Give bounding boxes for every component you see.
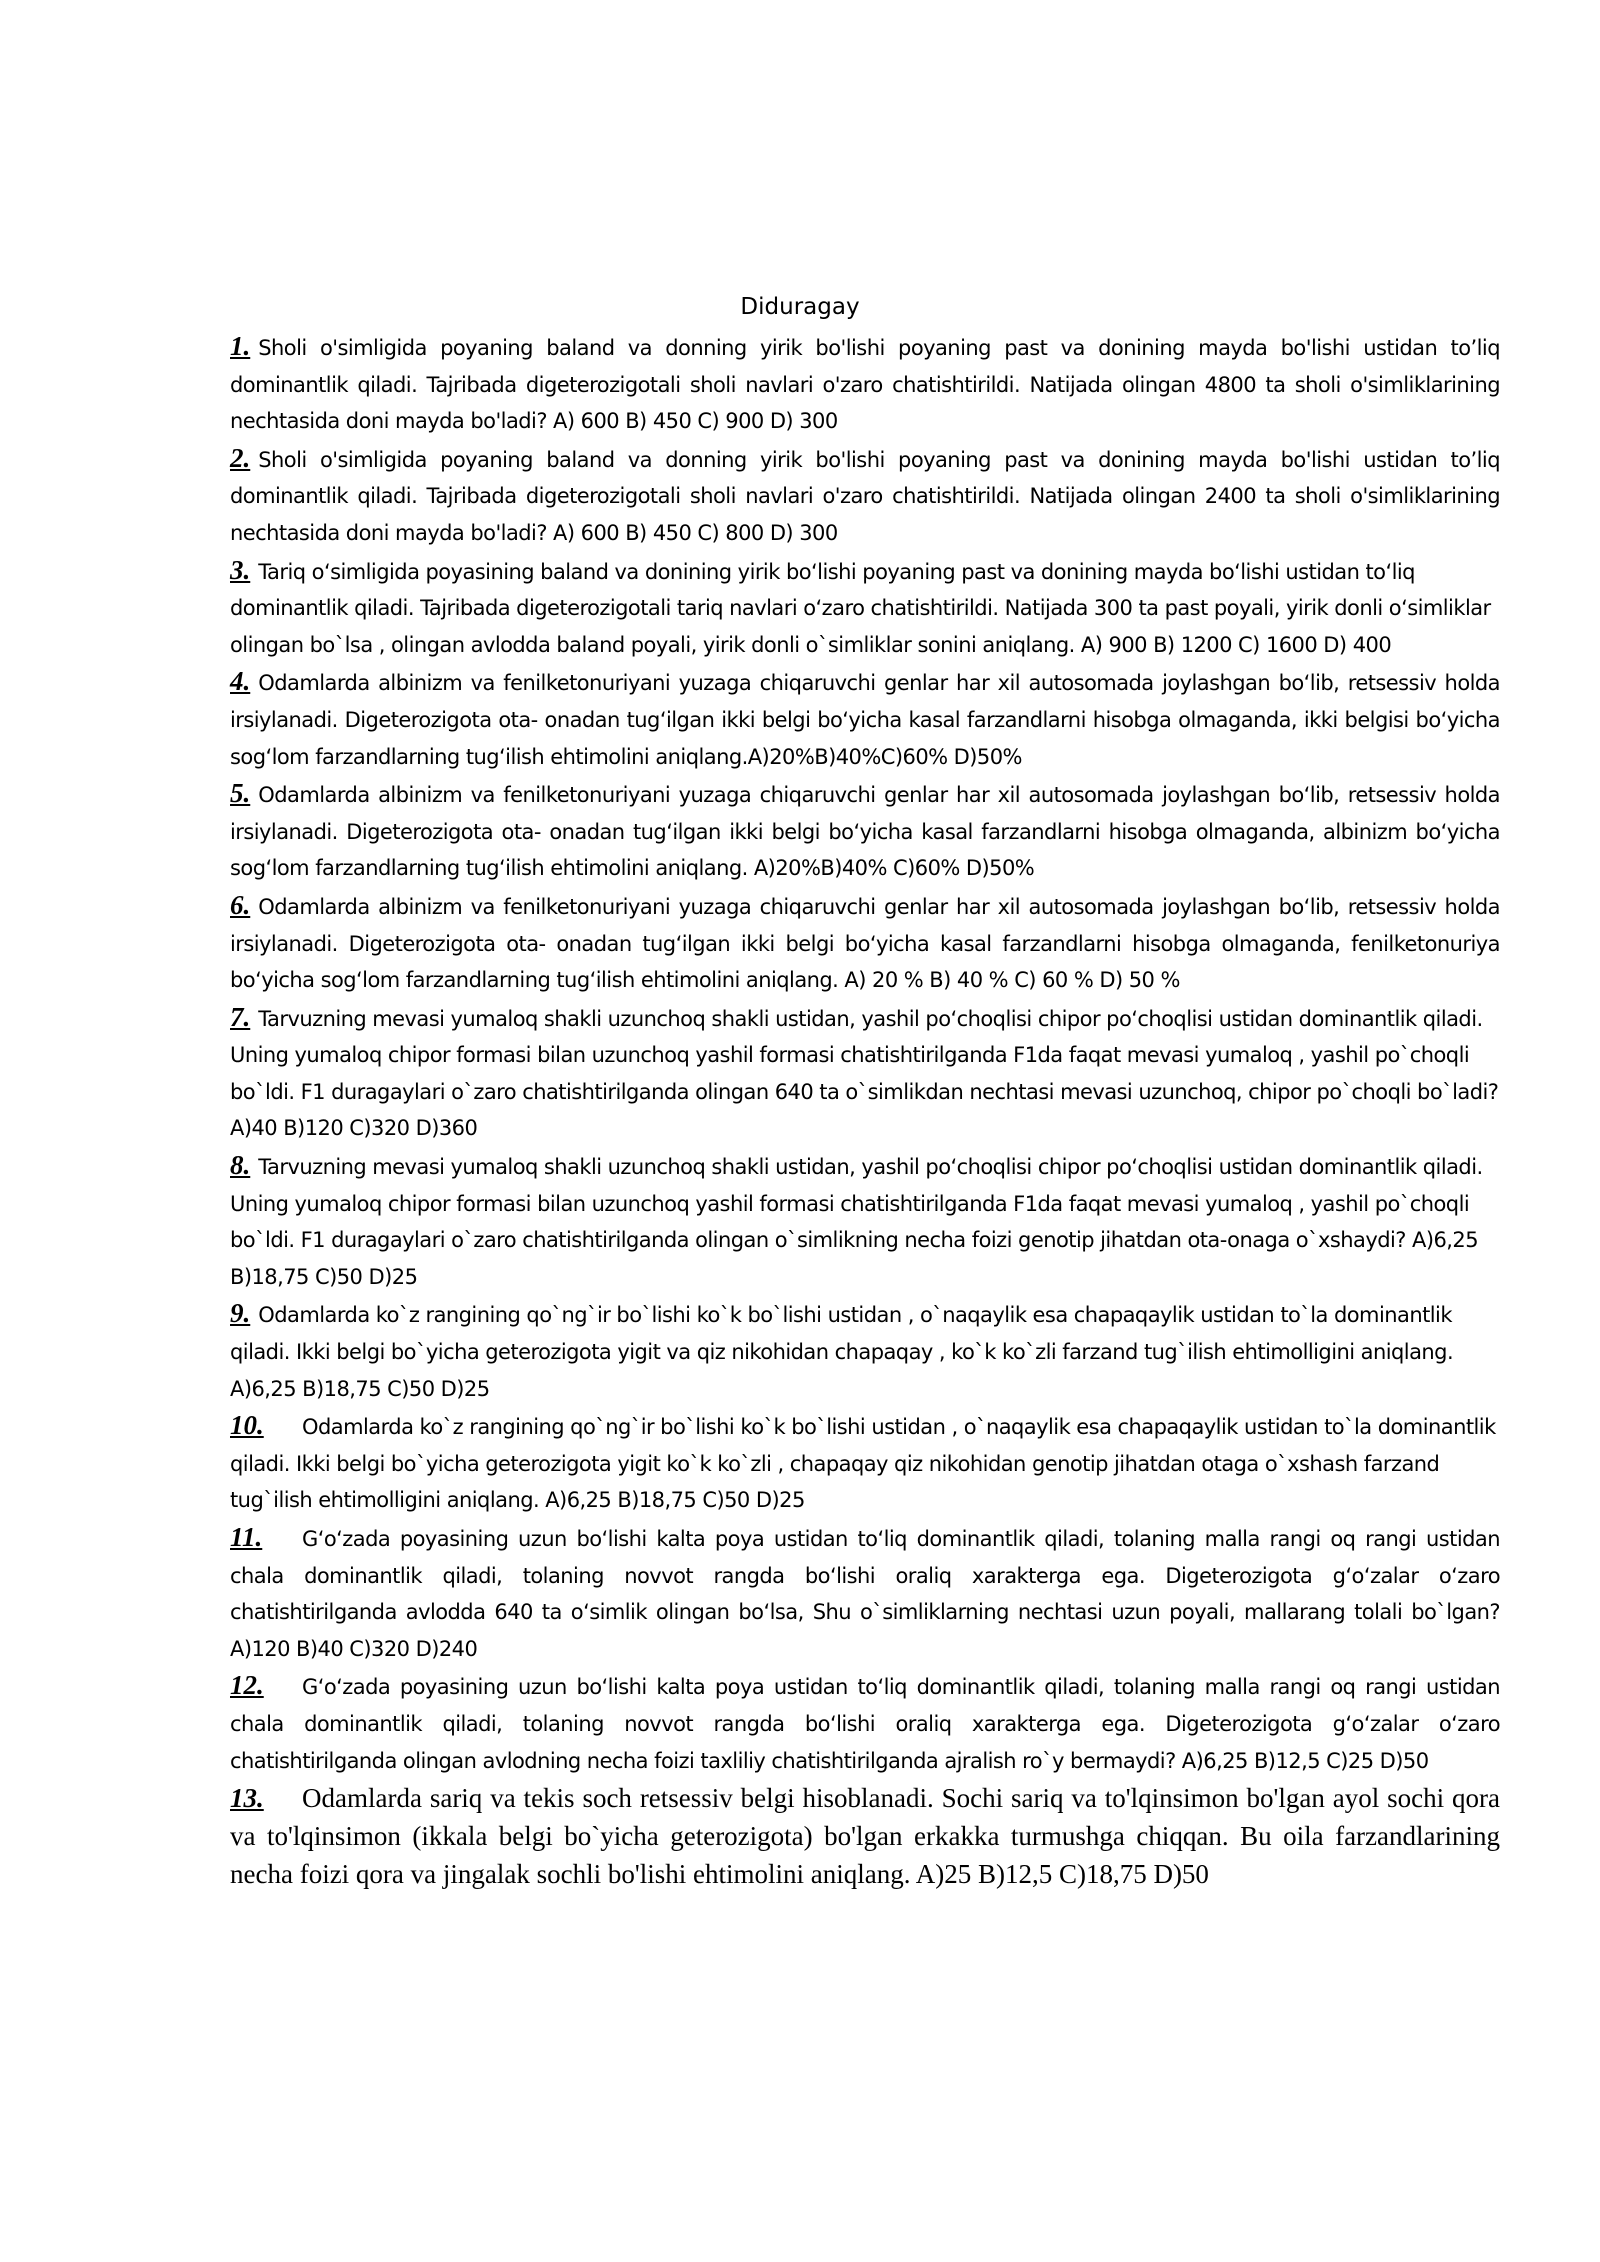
question-number: 4.: [230, 666, 251, 697]
page-title: Diduragay: [740, 294, 860, 320]
question-2: [230, 440, 1500, 552]
question-number: 8.: [230, 1150, 251, 1181]
question-list: [230, 328, 1500, 1893]
question-6: [230, 887, 1500, 999]
question-4: [230, 663, 1500, 775]
question-text: Odamlarda ko`z rangining qo`ng`ir bo`lishi ko`k bo`lishi ustidan , o`naqaylik esa chapaqaylik ustidan to`la dominantlik qiladi. Ikki belgi bo`yicha geterozigota yigit ko`k ko`zli , chapaqay qiz nikohidan genotip jihatdan otaga o`xshash farzand tug`ilish ehtimolligini aniqlang. A)6,25 B)18,75 C)50 D)25: [230, 1415, 1496, 1513]
question-number: 6.: [230, 889, 251, 920]
question-10: [230, 1407, 1500, 1519]
question-text: Tarvuzning mevasi yumaloq shakli uzunchoq shakli ustidan, yashil po‘choqlisi chipor po‘choqlisi ustidan dominantlik qiladi. Uning yumaloq chipor formasi bilan uzunchoq yashil formasi chatishtirilganda F1da faqat mevasi yumaloq , yashil po`choqli bo`ldi. F1 duragaylari o`zaro chatishtirilganda olingan 640 ta o`simlikdan nechtasi mevasi uzunchoq, chipor po`choqli bo`ladi? A)40 B)120 C)320 D)360: [230, 1006, 1499, 1141]
question-number: 9.: [230, 1298, 251, 1329]
question-11: [230, 1519, 1500, 1667]
question-text: Odamlarda ko`z rangining qo`ng`ir bo`lishi ko`k bo`lishi ustidan , o`naqaylik esa chapaqaylik ustidan to`la dominantlik qiladi. Ikki belgi bo`yicha geterozigota yigit va qiz nikohidan chapaqay , ko`k ko`zli farzand tug`ilish ehtimolligini aniqlang. A)6,25 B)18,75 C)50 D)25: [230, 1303, 1454, 1401]
question-text: Odamlarda albinizm va fenilketonuriyani yuzaga chiqaruvchi genlar har xil autosomada joylashgan bo‘lib, retsessiv holda irsiylanadi. Digeterozigota ota- onadan tug‘ilgan ikki belgi bo‘yicha kasal farzandlarni hisobga olmaganda, fenilketonuriya bo‘yicha sog‘lom farzandlarning tug‘ilish ehtimolini aniqlang. A) 20 % B) 40 % C) 60 % D) 50 %: [230, 894, 1500, 993]
question-text: Odamlarda albinizm va fenilketonuriyani yuzaga chiqaruvchi genlar har xil autosomada joylashgan bo‘lib, retsessiv holda irsiylanadi. Digeterozigota ota- onadan tug‘ilgan ikki belgi bo‘yicha kasal farzandlarni hisobga olmaganda, ikki belgisi bo‘yicha sog‘lom farzandlarning tug‘ilish ehtimolini aniqlang.A)20%B)40%C)60% D)50%: [230, 671, 1500, 769]
question-text: Sholi o'simligida poyaning baland va donning yirik bo'lishi poyaning past va donining mayda bo'lishi ustidan to’liq dominantlik qiladi. Tajribada digeterozigotali sholi navlari o'zaro chatishtirildi. Natijada olingan 2400 ta sholi o'simliklarining nechtasida doni mayda bo'ladi? A) 600 B) 450 C) 800 D) 300: [230, 447, 1500, 545]
question-1: [230, 328, 1500, 440]
question-7: [230, 999, 1500, 1147]
question-text: Odamlarda albinizm va fenilketonuriyani yuzaga chiqaruvchi genlar har xil autosomada joylashgan bo‘lib, retsessiv holda irsiylanadi. Digeterozigota ota- onadan tug‘ilgan ikki belgi bo‘yicha kasal farzandlarni hisobga olmaganda, albinizm bo‘yicha sog‘lom farzandlarning tug‘ilish ehtimolini aniqlang. A)20%B)40% C)60% D)50%: [230, 783, 1500, 881]
question-number: 13.: [230, 1783, 264, 1814]
question-text: G‘o‘zada poyasining uzun bo‘lishi kalta poya ustidan to‘liq dominantlik qiladi, tolaning malla rangi oq rangi ustidan chala dominantlik qiladi, tolaning novvot rangda bo‘lishi oraliq xarakterga ega. Digeterozigota g‘o‘zalar o‘zaro chatishtirilganda olingan avlodning necha foizi taxliliy chatishtirilganda ajralish ro`y bermaydi? A)6,25 B)12,5 C)25 D)50: [230, 1675, 1500, 1773]
question-number: 10.: [230, 1410, 264, 1441]
question-12: [230, 1667, 1500, 1779]
question-number: 11.: [230, 1522, 263, 1552]
question-number: 12.: [230, 1670, 264, 1701]
question-text: Tariq o‘simligida poyasining baland va donining yirik bo‘lishi poyaning past va donining mayda bo‘lishi ustidan to‘liq dominantlik qiladi. Tajribada digeterozigotali tariq navlari o‘zaro chatishtirildi. Natijada 300 ta past poyali, yirik donli o‘simliklar olingan bo`lsa , olingan avlodda baland poyali, yirik donli o`simliklar sonini aniqlang. A) 900 B) 1200 C) 1600 D) 400: [230, 559, 1491, 657]
question-3: [230, 552, 1500, 664]
question-9: [230, 1295, 1500, 1407]
question-5: [230, 775, 1500, 887]
question-8: [230, 1147, 1500, 1295]
question-number: 5.: [230, 778, 251, 809]
question-text: G‘o‘zada poyasining uzun bo‘lishi kalta poya ustidan to‘liq dominantlik qiladi, tolaning malla rangi oq rangi ustidan chala dominantlik qiladi, tolaning novvot rangda bo‘lishi oraliq xarakterga ega. Digeterozigota g‘o‘zalar o‘zaro chatishtirilganda avlodda 640 ta o‘simlik olingan bo‘lsa, Shu o`simliklarning nechtasi uzun poyali, mallarang tolali bo`lgan? A)120 B)40 C)320 D)240: [230, 1527, 1500, 1661]
question-number: 7.: [230, 1001, 251, 1032]
question-number: 2.: [230, 442, 251, 473]
question-text: Odamlarda sariq va tekis soch retsessiv belgi hisoblanadi. Sochi sariq va to'lqinsimon bo'lgan ayol sochi qora va to'lqinsimon (ikkala belgi bo`yicha geterozigota) bo'lgan erkakka turmushga chiqqan. Bu oila farzandlarining necha foizi qora va jingalak sochli bo'lishi ehtimolini aniqlang. A)25 B)12,5 C)18,75 D)50: [230, 1783, 1500, 1890]
question-number: 3.: [230, 554, 251, 585]
question-text: Tarvuzning mevasi yumaloq shakli uzunchoq shakli ustidan, yashil po‘choqlisi chipor po‘choqlisi ustidan dominantlik qiladi. Uning yumaloq chipor formasi bilan uzunchoq yashil formasi chatishtirilganda F1da faqat mevasi yumaloq , yashil po`choqli bo`ldi. F1 duragaylari o`zaro chatishtirilganda olingan o`simlikning necha foizi genotip jihatdan ota-onaga o`xshaydi? A)6,25 B)18,75 C)50 D)25: [230, 1155, 1483, 1289]
question-number: 1.: [230, 331, 251, 361]
question-text: Sholi o'simligida poyaning baland va donning yirik bo'lishi poyaning past va donining mayda bo'lishi ustidan to’liq dominantlik qiladi. Tajribada digeterozigotali sholi navlari o'zaro chatishtirildi. Natijada olingan 4800 ta sholi o'simliklarining nechtasida doni mayda bo'ladi? A) 600 B) 450 C) 900 D) 300: [230, 336, 1500, 434]
question-13: [230, 1779, 1500, 1893]
